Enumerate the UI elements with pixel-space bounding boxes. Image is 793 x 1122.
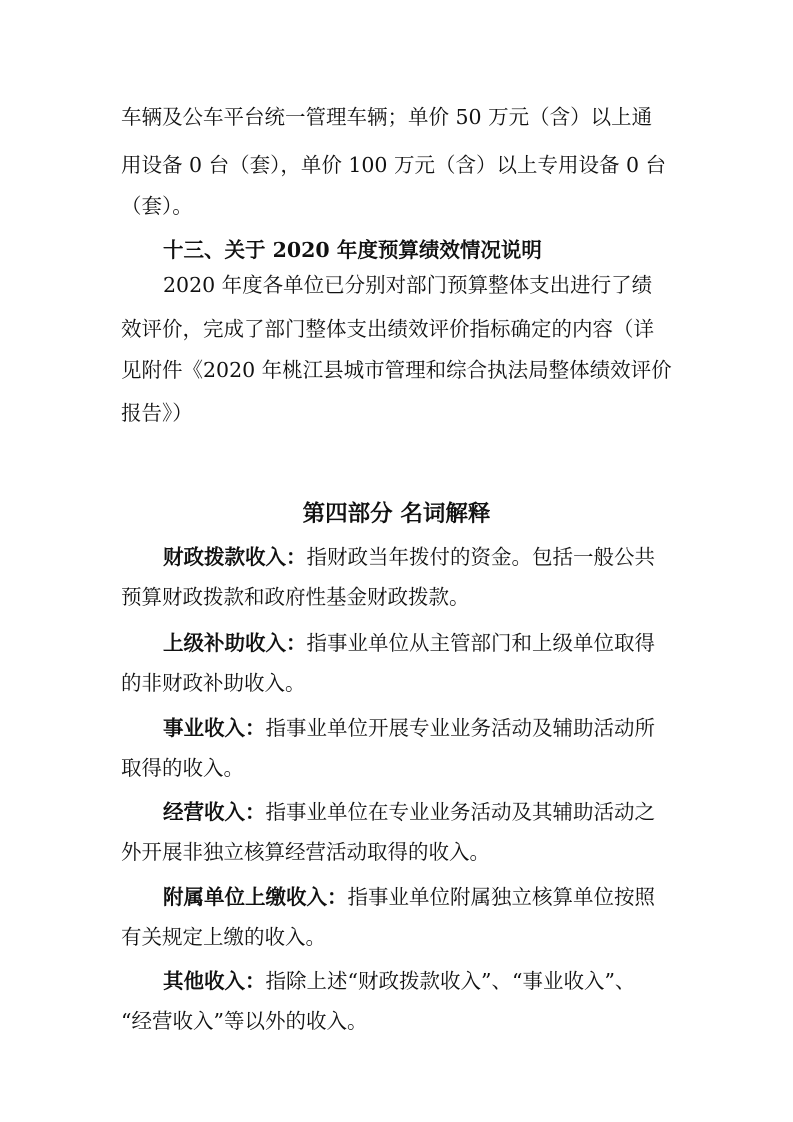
term-label: 上级补助收入： — [163, 631, 307, 655]
term-label: 其他收入： — [163, 969, 266, 993]
term-text: 指除上述“财政拨款收入”、“事业收入”、 — [265, 969, 636, 993]
paragraph-line: （套）。 — [121, 194, 193, 218]
term-text: 预算财政拨款和政府性基金财政拨款。 — [121, 585, 470, 609]
paragraph-line: 见附件《2020 年桃江县城市管理和综合执法局整体绩效评价 — [121, 358, 672, 382]
term-text: 指财政当年拨付的资金。包括一般公共 — [306, 545, 655, 569]
term-text: 指事业单位在专业业务活动及其辅助活动之 — [265, 800, 655, 824]
section-heading: 十三、关于 2020 年度预算绩效情况说明 — [163, 238, 542, 262]
term-text: 指事业单位从主管部门和上级单位取得 — [306, 631, 655, 655]
paragraph-line: 用设备 0 台（套），单价 100 万元（含）以上专用设备 0 台 — [121, 153, 667, 177]
term-text: 指事业单位开展专业业务活动及辅助活动所 — [265, 716, 655, 740]
part-title: 第四部分 名词解释 — [302, 501, 491, 527]
term-text: 外开展非独立核算经营活动取得的收入。 — [121, 840, 490, 864]
paragraph-line: 报告》） — [121, 401, 193, 425]
term-text: “经营收入”等以外的收入。 — [121, 1009, 368, 1033]
term-text: 指事业单位附属独立核算单位按照 — [347, 885, 655, 909]
term-text: 有关规定上缴的收入。 — [121, 925, 326, 949]
term-label: 事业收入： — [163, 716, 266, 740]
paragraph-line: 2020 年度各单位已分别对部门预算整体支出进行了绩 — [163, 273, 653, 297]
term-label: 附属单位上缴收入： — [163, 885, 348, 909]
paragraph-line: 效评价，完成了部门整体支出绩效评价指标确定的内容（详 — [121, 317, 654, 341]
term-label: 经营收入： — [163, 800, 266, 824]
term-label: 财政拨款收入： — [163, 545, 307, 569]
term-text: 取得的收入。 — [121, 756, 244, 780]
paragraph-line: 车辆及公车平台统一管理车辆；单价 50 万元（含）以上通 — [121, 105, 653, 129]
term-text: 的非财政补助收入。 — [121, 671, 306, 695]
